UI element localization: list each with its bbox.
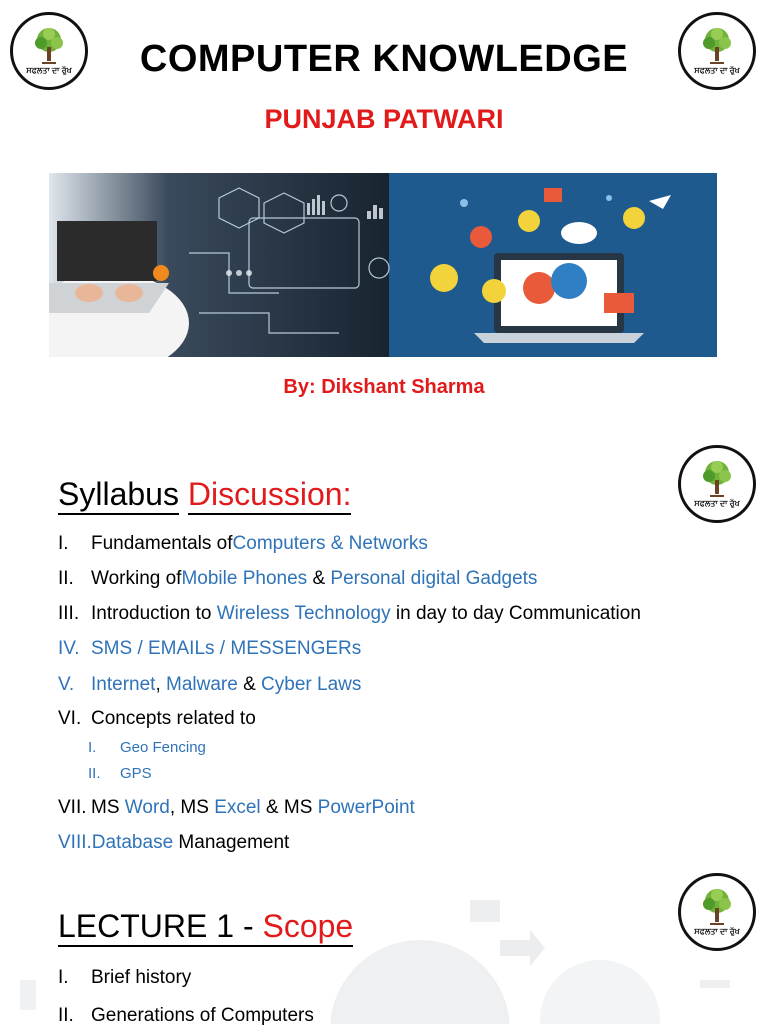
item-number: VII. <box>58 797 87 818</box>
item-text: Brief history <box>91 967 192 988</box>
list-item <box>58 533 428 555</box>
list-item <box>58 797 415 819</box>
item-highlight: Internet <box>91 674 156 695</box>
sub-list-item <box>88 765 152 782</box>
item-text: Concepts related to <box>91 708 256 729</box>
item-text: , MS <box>169 797 215 818</box>
list-item <box>58 708 256 730</box>
list-item <box>58 568 537 590</box>
item-text: , <box>155 674 166 695</box>
tree-icon <box>700 888 734 926</box>
item-text: Management <box>173 832 290 853</box>
item-number: VIII. <box>58 832 92 853</box>
logo-text: ਸਫਲਤਾ ਦਾ ਰੁੱਖ <box>694 65 740 75</box>
item-text: GPS <box>120 765 152 782</box>
list-item <box>58 832 289 854</box>
item-text: Generations of Computers <box>91 1005 314 1026</box>
item-text: & <box>237 674 262 695</box>
banner-image <box>49 173 717 357</box>
item-highlight: Cyber Laws <box>261 674 362 695</box>
syllabus-heading <box>58 476 351 513</box>
list-item <box>58 638 361 660</box>
item-number: I. <box>58 533 69 554</box>
heading-text: Syllabus <box>58 476 179 515</box>
item-text: in day to day Communication <box>390 603 641 624</box>
heading-text: LECTURE 1 - <box>58 908 262 947</box>
background-decoration <box>0 880 768 1024</box>
item-text: & <box>307 568 331 589</box>
item-number: I. <box>88 739 97 756</box>
item-number: II. <box>58 1005 74 1026</box>
item-text: Fundamentals of <box>91 533 233 554</box>
item-text: Working of <box>91 568 182 589</box>
item-number: III. <box>58 603 80 624</box>
item-highlight: PowerPoint <box>317 797 415 818</box>
item-text: & MS <box>260 797 318 818</box>
list-item <box>58 603 641 625</box>
heading-accent: Scope <box>262 908 353 947</box>
item-highlight: Malware <box>166 674 238 695</box>
item-highlight: Wireless Technology <box>216 603 391 624</box>
item-text: Introduction to <box>91 603 217 624</box>
logo-text: ਸਫਲਤਾ ਦਾ ਰੁੱਖ <box>694 498 740 508</box>
item-number: IV. <box>58 638 80 659</box>
page-subtitle: PUNJAB PATWARI <box>264 104 504 134</box>
item-highlight: Computers & Networks <box>232 533 428 554</box>
item-number: VI. <box>58 708 82 729</box>
sub-list-item <box>88 739 206 756</box>
item-highlight: Personal digital Gadgets <box>330 568 538 589</box>
item-highlight: SMS / EMAILs / MESSENGERs <box>91 638 362 659</box>
author-credit: By: Dikshant Sharma <box>283 376 485 398</box>
item-highlight: Database <box>91 832 174 853</box>
item-highlight: Mobile Phones <box>181 568 308 589</box>
list-item <box>58 674 361 696</box>
page-title: COMPUTER KNOWLEDGE <box>139 38 629 80</box>
tree-icon <box>700 460 734 498</box>
item-number: II. <box>58 568 74 589</box>
logo-text: ਸਫਲਤਾ ਦਾ ਰੁੱਖ <box>26 65 72 75</box>
lecture-heading <box>58 908 353 945</box>
heading-accent: Discussion: <box>188 476 352 515</box>
tree-logo <box>678 873 756 951</box>
list-item <box>58 967 191 989</box>
item-highlight: Excel <box>214 797 261 818</box>
item-text: Geo Fencing <box>120 739 206 756</box>
item-text: MS <box>91 797 125 818</box>
item-highlight: Word <box>124 797 170 818</box>
logo-text: ਸਫਲਤਾ ਦਾ ਰੁੱਖ <box>694 926 740 936</box>
item-number: II. <box>88 765 101 782</box>
item-number: V. <box>58 674 75 695</box>
tree-logo <box>678 445 756 523</box>
item-number: I. <box>58 967 69 988</box>
